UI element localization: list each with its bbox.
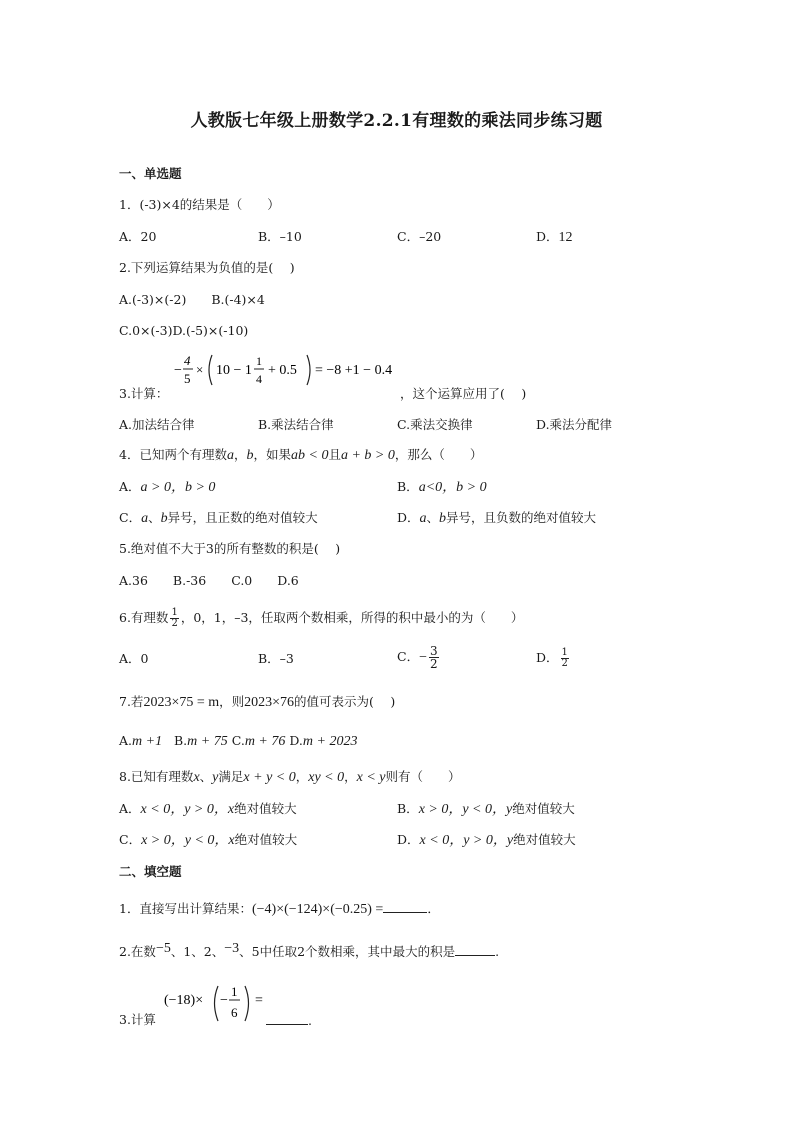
section-heading-fill-blank: 二、填空题 [119,864,182,879]
q3-option-c: C.乘法交换律 [397,417,473,432]
q3-option-b: B.乘法结合律 [258,417,334,432]
q2-options-ab: A.(-3)×(-2) B.(-4)×4 [119,292,265,307]
f2-stem: 2.在数−5、1、2、−3、5中任取2个数相乘，其中最大的积是 . [119,941,500,959]
q2-stem: 2.下列运算结果为负值的是( ) [119,260,295,275]
svg-text:−: − [174,363,182,378]
svg-text:=: = [255,993,263,1008]
svg-text:6: 6 [231,1005,238,1020]
q4-option-d: D．a、b异号，且负数的绝对值较大 [397,510,597,526]
q7-options: A.m +1 B.m + 75 C.m + 76 D.m + 2023 [119,733,358,749]
f3-prefix: 3.计算 [119,1012,156,1027]
q1-option-a: A．20 [119,229,157,244]
q1-option-d: D．12 [536,229,573,245]
q8-option-b: B．x > 0，y < 0，y绝对值较大 [397,801,575,817]
q3-option-a: A.加法结合律 [119,417,195,432]
f3-answer-blank [266,1012,308,1025]
f3-equation [162,984,272,1024]
f1-stem: 1．直接写出计算结果：(−4)×(−124)×(−0.25) = ． [119,901,440,917]
section-heading-single-choice: 一、单选题 [119,166,182,181]
q8-option-a: A．x < 0，y > 0，x绝对值较大 [119,801,297,817]
f3-answer: . [266,1012,312,1029]
q3-equation [172,352,422,388]
q6-option-d: D． $\frac{1}{2}$ [536,647,568,669]
q6-option-c: C．− $\frac{3}{2}$ [397,644,438,671]
page-title: 人教版七年级上册数学2.2.1有理数的乘法同步练习题 [190,111,603,131]
q1-stem: 1．(-3)×4的结果是（ ） [119,197,280,212]
q3-prefix: 3.计算： [119,386,169,401]
q8-option-d: D．x < 0，y > 0，y绝对值较大 [397,832,576,848]
q5-options: A.36 B.-36 C.0 D.6 [119,573,299,588]
q8-option-c: C．x > 0，y < 0，x绝对值较大 [119,832,298,848]
svg-text:1: 1 [231,984,238,999]
q4-option-b: B．a<0，b > 0 [397,479,487,495]
f1-answer-blank [383,900,427,913]
q5-stem: 5.绝对值不大于3的所有整数的积是( ) [119,541,341,556]
svg-text:4: 4 [256,372,262,386]
q4-option-a: A．a > 0，b > 0 [119,479,216,495]
svg-text:+ 0.5: + 0.5 [268,363,297,378]
q1-option-b: B．–10 [258,229,302,244]
q2-options-cd: C.0×(-3)D.(-5)×(-10) [119,323,249,338]
svg-text:10 − 1: 10 − 1 [216,363,252,378]
q6-stem: 6.有理数 $\frac{1}{2}$ ，0，1，–3，任取两个数相乘，所得的积中最小的为（ ） [119,607,524,629]
f2-answer-blank [455,943,495,956]
svg-text:×: × [196,362,204,377]
q7-stem: 7.若2023×75 = m，则2023×76的值可表示为( ) [119,694,396,710]
q8-stem: 8.已知有理数x、y满足x + y < 0，xy < 0，x < y则有（ ） [119,769,461,785]
q3-suffix: ，这个运算应用了( ) [400,386,527,401]
q4-option-c: C．a、b异号，且正数的绝对值较大 [119,510,318,526]
q3-option-d: D.乘法分配律 [536,417,613,432]
svg-text:5: 5 [184,371,191,386]
q6-option-b: B．–3 [258,651,294,666]
q1-option-c: C．–20 [397,229,442,244]
svg-text:−: − [220,993,228,1008]
q6-option-a: A．0 [119,651,149,666]
svg-text:4: 4 [184,353,191,368]
svg-text:1: 1 [256,354,262,368]
svg-text:= −8 +1 − 0.4: = −8 +1 − 0.4 [315,363,393,378]
q4-stem: 4．已知两个有理数a，b，如果ab < 0且a + b > 0，那么（ ） [119,447,483,463]
svg-text:(−18)×: (−18)× [164,993,204,1008]
